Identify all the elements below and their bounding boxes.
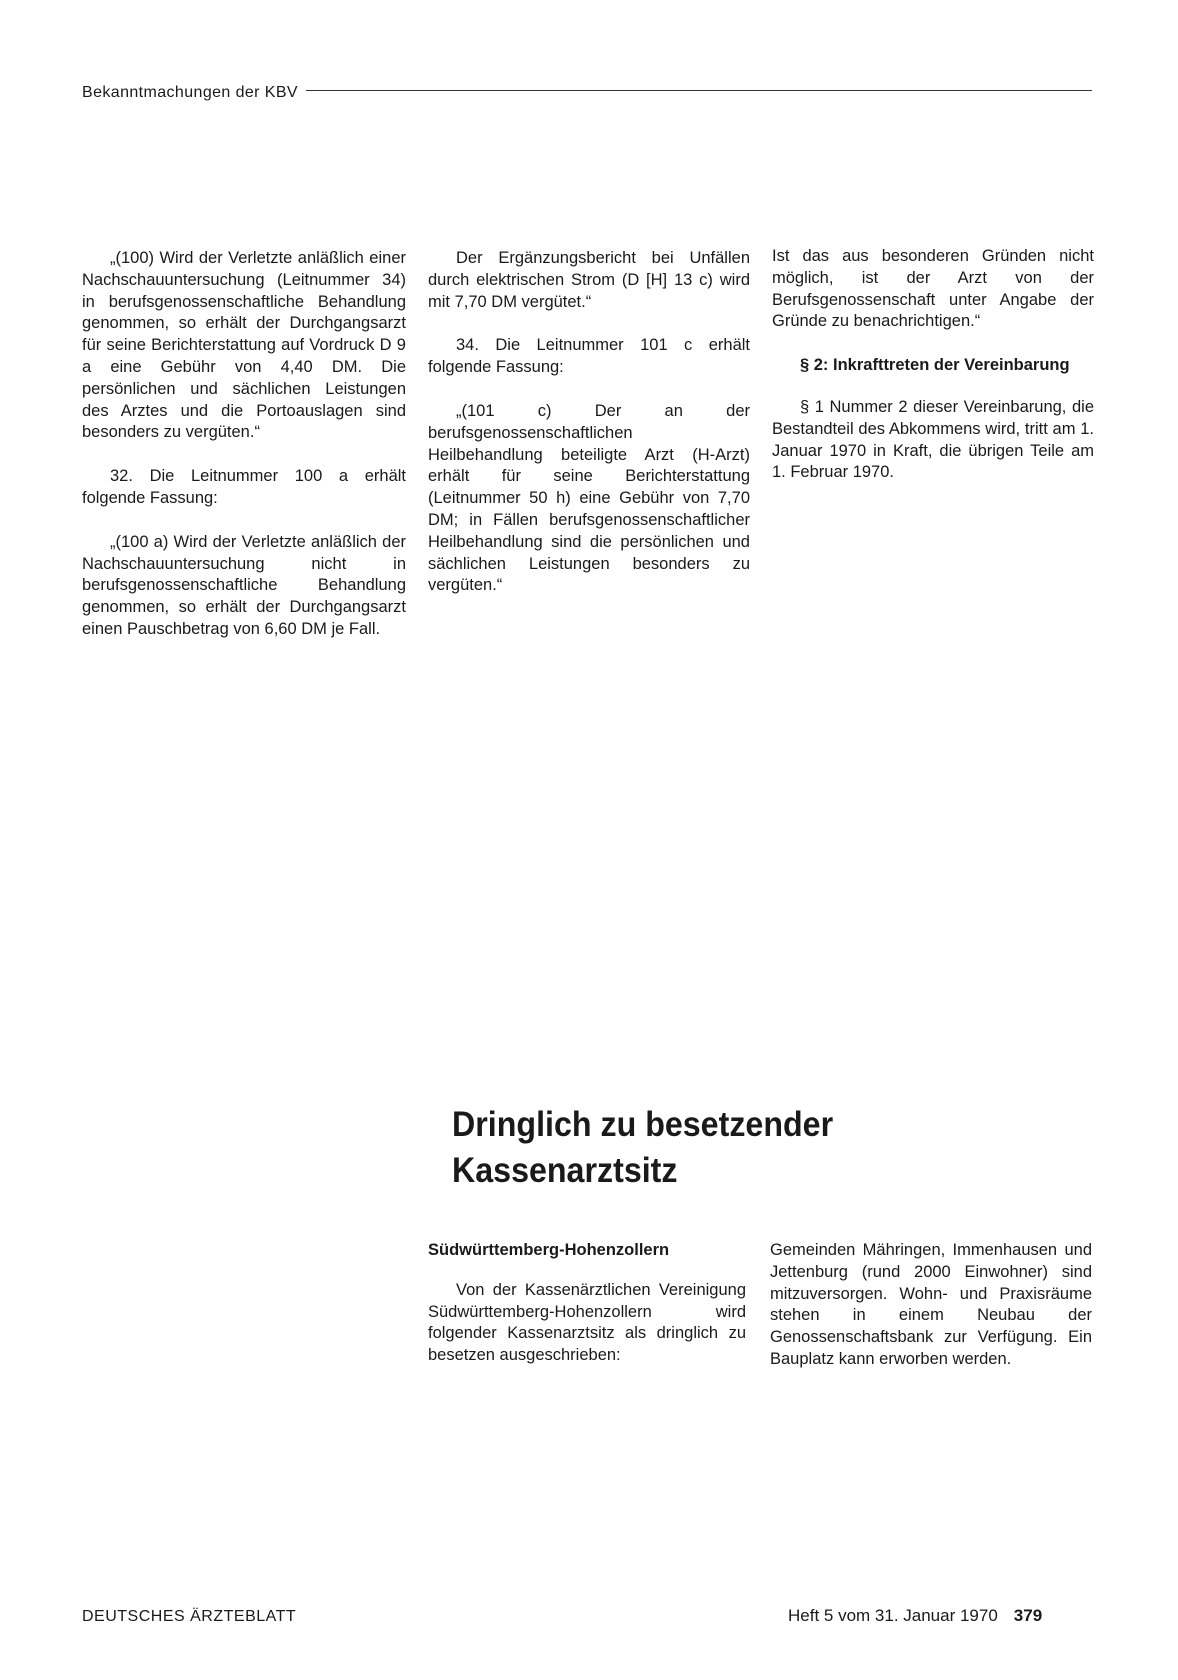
paragraph: Ist das aus besonderen Gründen nicht möglich, ist der Arzt von der Berufsgenossenschaft unter Angabe der Gründe zu benachrichtigen.“ <box>772 247 1094 331</box>
issue-date: Heft 5 vom 31. Januar 1970 <box>788 1606 998 1625</box>
region-subtitle: Südwürttemberg-Hohenzollern <box>428 1241 670 1259</box>
paragraph: Der Ergänzungsbericht bei Unfällen durch elektrischen Strom (D [H] 13 c) wird mit 7,70 DM vergütet.“ <box>428 249 750 311</box>
column-4 <box>428 1240 746 1389</box>
article-headline: Dringlich zu besetzender Kassenarztsitz <box>452 1105 834 1190</box>
paragraph: § 1 Nummer 2 dieser Vereinbarung, die Bestandteil des Abkommens wird, tritt am 1. Januar 1970 in Kraft, die übrigen Teile am 1. Februar 1970. <box>772 397 1094 482</box>
column-2 <box>428 248 750 619</box>
column-5 <box>770 1240 1092 1393</box>
running-header <box>82 84 1092 102</box>
paragraph: Gemeinden Mähringen, Immenhausen und Jettenburg (rund 2000 Einwohner) sind mitzuversorgen. Wohn- und Praxisräume stehen in einem Neubau der Genossenschaftsbank zur Verfügung. Ein Bauplatz kann erworben werden. <box>770 1241 1092 1368</box>
issue-info <box>788 1606 1042 1626</box>
header-title: Bekanntmachungen der KBV <box>82 84 298 101</box>
paragraph: 32. Die Leitnummer 100 a erhält folgende Fassung: <box>82 467 406 507</box>
section-title: § 2: Inkrafttreten der Vereinbarung <box>800 356 1070 375</box>
column-3 <box>772 246 1094 506</box>
column-1 <box>82 248 406 663</box>
paragraph: „(100 a) Wird der Verletzte anläßlich der Nachschauuntersuchung nicht in berufsgenossenschaftliche Behandlung genommen, so erhält der Durchgangsarzt einen Pauschbetrag von 6,60 DM je Fall. <box>82 532 406 638</box>
paragraph: Von der Kassenärztlichen Vereinigung Südwürttemberg-Hohenzollern wird folgender Kassenarztsitz als dringlich zu besetzen ausgeschrieben: <box>428 1280 746 1365</box>
journal-name: DEUTSCHES ÄRZTEBLATT <box>82 1608 297 1625</box>
paragraph: 34. Die Leitnummer 101 c erhält folgende Fassung: <box>428 336 750 377</box>
header-rule <box>306 90 1092 91</box>
page-number: 379 <box>1013 1606 1043 1625</box>
paragraph: „(101 c) Der an der berufsgenossenschaftlichen Heilbehandlung beteiligte Arzt (H-Arzt) erhält für seine Berichterstattung (Leitnummer 50 h) eine Gebühr von 7,70 DM; in Fällen berufsgenossenschaftlicher Heilbehandlung sind die persönlichen und sächlichen Leistungen besonders zu vergüten.“ <box>428 401 750 595</box>
paragraph: „(100) Wird der Verletzte anläßlich einer Nachschauuntersuchung (Leitnummer 34) in berufsgenossenschaftliche Behandlung genommen, so erhält der Durchgangsarzt für seine Berichterstattung auf Vordruck D 9 a eine Gebühr von 4,40 DM. Die persönlichen und sächlichen Leistungen des Arztes und die Portoauslagen sind besonders zu vergüten.“ <box>82 249 406 442</box>
